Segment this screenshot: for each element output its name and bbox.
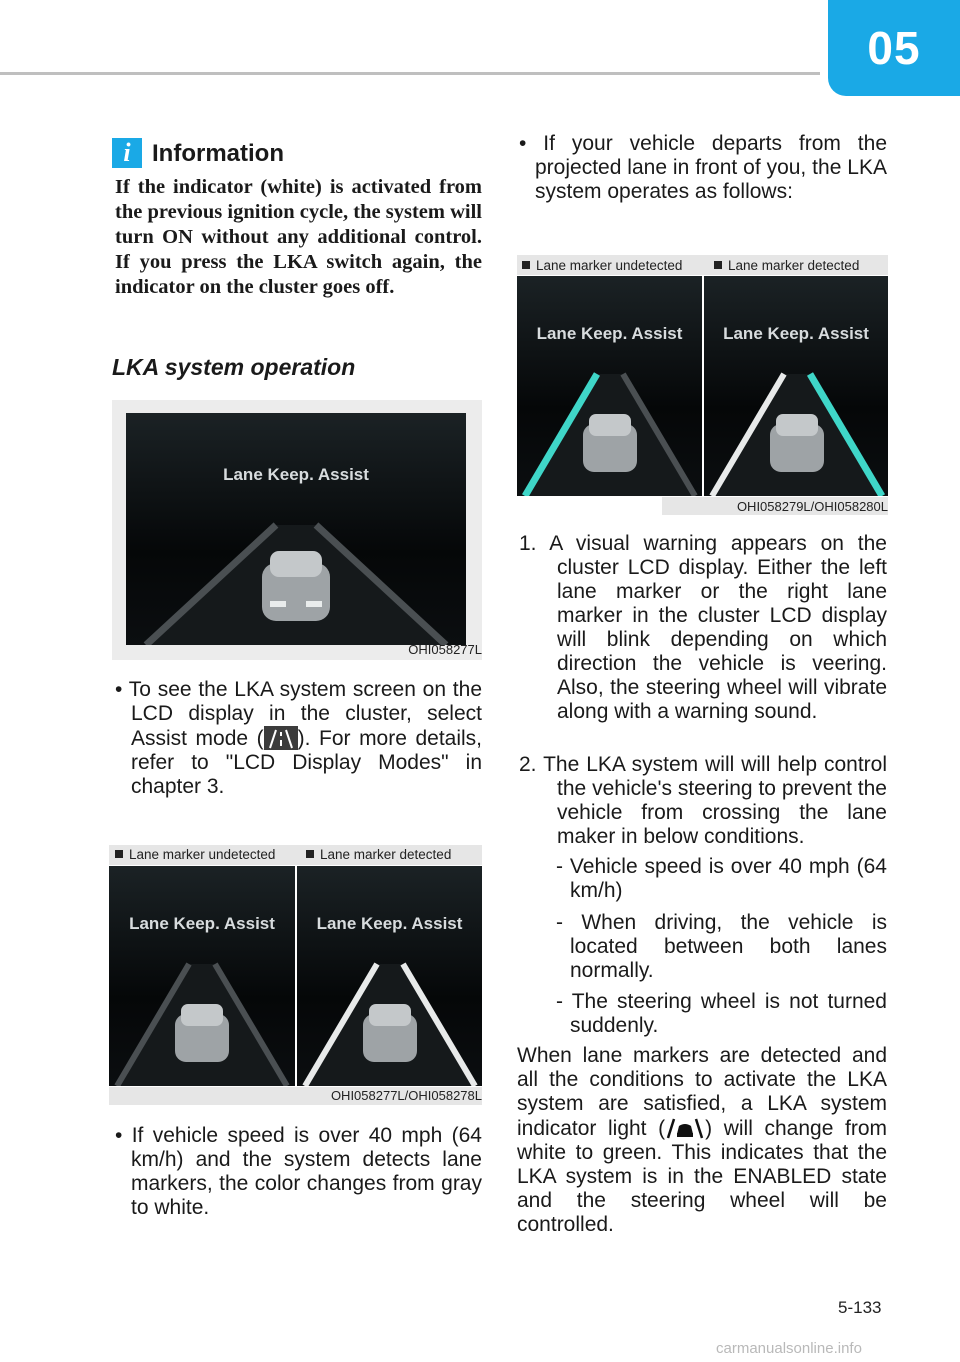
chapter-tab xyxy=(828,0,960,96)
condition-3: - The steering wheel is not turned suddenly. xyxy=(556,990,887,1037)
info-icon: i xyxy=(112,138,142,168)
figure-3-label-left-text: Lane marker undetected xyxy=(536,258,683,273)
figure-3-label-right xyxy=(714,258,859,273)
figure-1-caption: OHI058277L xyxy=(408,642,482,657)
step-2-text: The LKA system will will help control the vehicle's steering to prevent the vehicle from crossing the lane maker in below conditions. xyxy=(543,753,887,848)
condition-2: - When driving, the vehicle is located between both lanes normally. xyxy=(556,911,887,982)
step-1-number: 1. xyxy=(519,532,537,555)
lka-screen-3-title: Lane Keep. Assist xyxy=(316,914,463,933)
lka-screen-2-detected-graphic xyxy=(297,866,482,1086)
step-2-number: 2. xyxy=(519,753,537,776)
lka-screen-4-undetected xyxy=(517,276,702,496)
lka-screen-2-detected xyxy=(297,866,482,1086)
condition-1: - Vehicle speed is over 40 mph (64 km/h) xyxy=(556,855,887,902)
figure-2-label-right-text: Lane marker detected xyxy=(320,847,452,862)
lka-screen-5-detected-graphic xyxy=(704,276,888,496)
info-body: If the indicator (white) is activated from the previous ignition cycle, the system will turn ON without any additional control. If you press the LKA switch again, the indicator on the cluster goes off. xyxy=(115,176,482,298)
bullet-1-text-b: ). For more details, refer to "LCD Display Modes" in chapter 3. xyxy=(131,727,483,798)
step-1-text: A visual warning appears on the cluster LCD display. Either the left lane marker or the right lane marker in the cluster LCD display will blink depending on which direction the vehicle is veering. Also, the steering wheel will vibrate along with a warning sound. xyxy=(549,532,887,723)
figure-3-label-right-text: Lane marker detected xyxy=(728,258,860,273)
lka-screen-1-graphic xyxy=(126,413,466,645)
lka-screen-1 xyxy=(126,413,466,645)
bullet-2: • If vehicle speed is over 40 mph (64 km/h) and the system detects lane markers, the color changes from gray to white. xyxy=(115,1124,482,1219)
lka-screen-4-undetected-graphic xyxy=(517,276,702,496)
step-2 xyxy=(519,753,887,849)
step-1 xyxy=(519,532,887,724)
figure-2-label-left xyxy=(115,847,275,862)
lka-indicator-icon xyxy=(665,1116,705,1140)
lka-screen-4-title: Lane Keep. Assist xyxy=(536,324,683,343)
closing-text-a: When lane markers are detected and all the conditions to activate the LKA system are satisfied, a LKA system indicator light ( xyxy=(517,1044,887,1140)
lka-screen-1-title: Lane Keep. Assist xyxy=(223,465,369,484)
watermark: carmanualsonline.info xyxy=(716,1340,862,1357)
lka-screen-5-title: Lane Keep. Assist xyxy=(723,324,869,343)
closing-text-b: ) will change from white to green. This indicates that the LKA system is in the ENABLED state and the steering wheel will be controlled. xyxy=(517,1117,888,1236)
figure-3-label-left xyxy=(522,258,682,273)
figure-3-caption: OHI058279L/OHI058280L xyxy=(736,499,888,514)
info-title: Information xyxy=(152,140,284,167)
header-rule xyxy=(0,72,820,75)
figure-2-caption: OHI058277L/OHI058278L xyxy=(330,1088,482,1103)
lka-screen-2-title: Lane Keep. Assist xyxy=(129,914,275,933)
lka-screen-2-undetected xyxy=(109,866,295,1086)
closing-paragraph xyxy=(517,1044,887,1237)
bullet-1-text-a: To see the LKA system screen on the LCD display in the cluster, select Assist mode ( xyxy=(128,678,482,750)
bullet-2-text: If vehicle speed is over 40 mph (64 km/h) and the system detects lane markers, the color changes from gray to white. xyxy=(131,1124,482,1219)
page-number: 5-133 xyxy=(838,1298,882,1317)
bullet-1: • To see the LKA system screen on the LCD display in the cluster, select Assist mode ( ). For more details, refer to "LCD Display Modes" in chapter 3. xyxy=(115,678,483,798)
figure-2-label-left-text: Lane marker undetected xyxy=(129,847,276,862)
chapter-number: 05 xyxy=(867,22,921,74)
lka-screen-5-detected xyxy=(704,276,888,496)
section-title: LKA system operation xyxy=(112,354,356,380)
assist-mode-icon xyxy=(264,726,298,750)
figure-2-label-right xyxy=(306,847,451,862)
lka-screen-2-undetected-graphic xyxy=(109,866,295,1086)
bullet-3-text: If your vehicle departs from the projected lane in front of you, the LKA system operates as follows: xyxy=(535,132,887,203)
bullet-3: • If your vehicle departs from the projected lane in front of you, the LKA system operates as follows: xyxy=(519,132,887,203)
